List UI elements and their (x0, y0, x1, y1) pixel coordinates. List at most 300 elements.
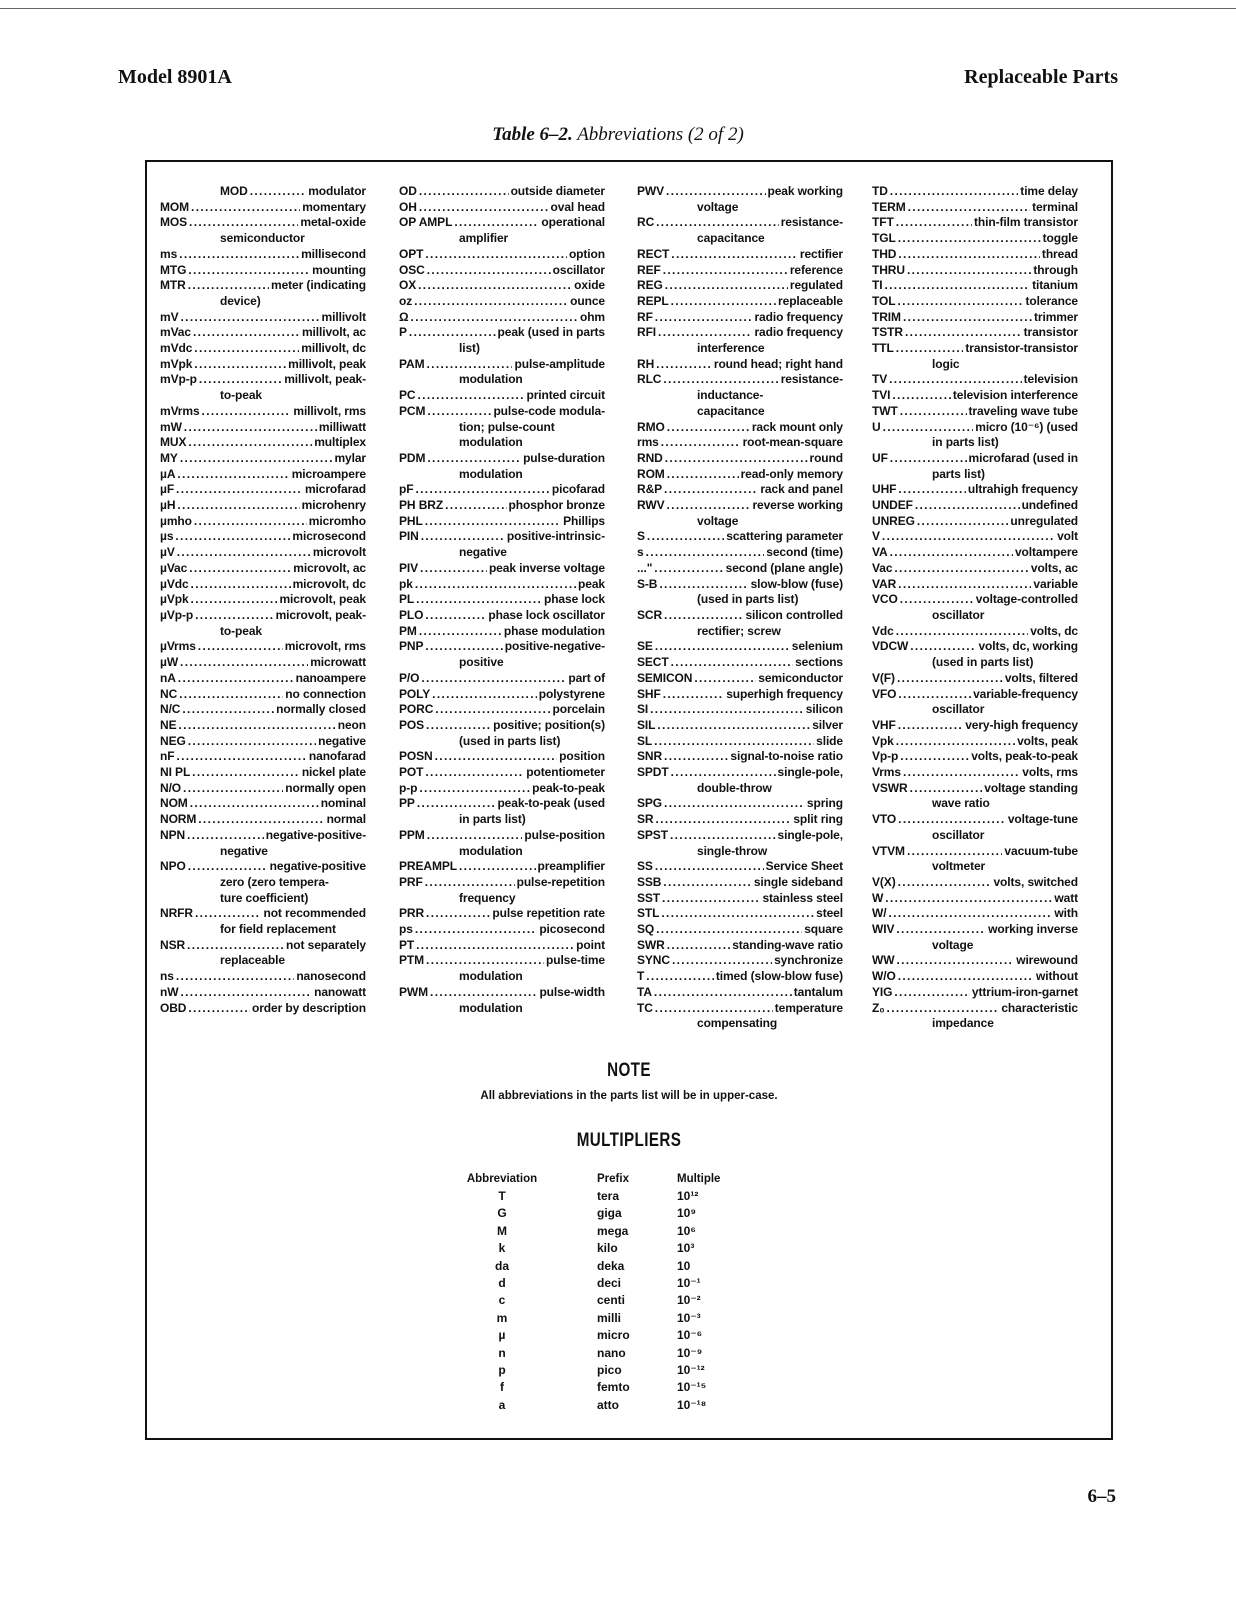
abbreviation-definition: metal-oxide (300, 215, 366, 230)
leader-dots (910, 639, 976, 655)
entry-line (160, 357, 366, 373)
leader-dots (416, 938, 574, 954)
abbreviation-entry (872, 671, 1078, 687)
definition-continuation: zero (zero tempera- (220, 874, 329, 889)
abbreviation-entry (872, 969, 1078, 985)
abbreviation-definition: working inverse (988, 922, 1078, 937)
abbreviation-entry (160, 184, 366, 200)
abbreviation-entry (637, 639, 843, 655)
leader-dots (425, 765, 524, 781)
multiplier-multiple: 10⁻¹⁸ (677, 1397, 707, 1412)
abbreviation-entry (872, 812, 1078, 843)
entry-line (637, 1001, 843, 1017)
leader-dots (659, 577, 748, 593)
abbreviation-entry (872, 985, 1078, 1001)
abbreviation-term: p-p (399, 780, 418, 795)
abbreviation-definition: second (time) (766, 545, 843, 560)
abbreviation-definition: no connection (285, 686, 366, 701)
leader-dots (655, 310, 753, 326)
abbreviation-entry (160, 781, 366, 797)
entry-line (872, 498, 1078, 514)
abbreviation-term: W/O (872, 969, 896, 984)
entry-line (160, 702, 366, 718)
abbreviation-entry (399, 325, 605, 356)
leader-dots (175, 529, 290, 545)
abbreviation-definition: thin-film transistor (973, 215, 1078, 230)
note-title: NOTE (607, 1060, 651, 1081)
abbreviation-term: SHF (637, 686, 661, 701)
abbreviation-entry (160, 796, 366, 812)
abbreviation-term: PL (399, 592, 415, 607)
abbreviation-entry (637, 420, 843, 436)
entry-line (872, 372, 1078, 388)
entry-line (160, 749, 366, 765)
entry-line (399, 357, 605, 373)
abbreviation-term: MUX (160, 435, 187, 450)
definition-continuation: single-throw (697, 843, 768, 858)
abbreviation-definition: variable-frequency (973, 686, 1078, 701)
entry-line (160, 545, 366, 561)
abbreviation-entry (399, 781, 605, 797)
abbreviation-term: REPL (637, 293, 669, 308)
abbreviation-term: TSTR (872, 325, 903, 340)
abbreviation-definition: read-only memory (740, 466, 843, 481)
entry-line (399, 938, 605, 954)
leader-dots (896, 341, 964, 357)
abbreviation-definition: ohm (579, 309, 605, 324)
abbreviation-definition: nanofarad (308, 749, 366, 764)
abbreviation-term: TI (872, 278, 883, 293)
entry-line (399, 294, 605, 310)
leader-dots (191, 592, 278, 608)
abbreviation-entry (399, 624, 605, 640)
definition-continuation: voltage (697, 513, 739, 528)
entry-line (872, 388, 1078, 404)
entry-line (872, 231, 1078, 247)
abbreviation-definition: regulated (789, 278, 843, 293)
leader-dots (885, 891, 1052, 907)
leader-dots (454, 215, 539, 231)
abbreviation-term: µA (160, 466, 176, 481)
abbreviation-definition: microfarad (used in (968, 450, 1078, 465)
entry-line (637, 325, 843, 341)
entry-line (872, 184, 1078, 200)
leader-dots (650, 702, 804, 718)
definition-continuation: semiconductor (220, 231, 305, 246)
abbreviation-definition: voltage-tune (1007, 812, 1078, 827)
leader-dots (416, 592, 542, 608)
abbreviation-definition: positive; position(s) (493, 717, 605, 732)
leader-dots (654, 734, 814, 750)
entry-line (399, 278, 605, 294)
definition-continuation: positive (459, 655, 504, 670)
abbreviations-table (145, 160, 1113, 1440)
abbreviation-definition: millivolt, dc (301, 341, 366, 356)
abbreviation-definition: microsecond (292, 529, 366, 544)
entry-line (637, 969, 843, 985)
entry-line (160, 687, 366, 703)
abbreviation-definition: wirewound (1016, 953, 1078, 968)
abbreviation-term: VAR (872, 576, 897, 591)
leader-dots (665, 451, 808, 467)
entry-line (872, 781, 1078, 797)
leader-dots (191, 577, 291, 593)
abbreviation-entry (872, 341, 1078, 372)
abbreviation-definition: ultrahigh frequency (967, 482, 1078, 497)
definition-continuation: capacitance (697, 231, 765, 246)
abbreviation-definition: tantalum (793, 984, 843, 999)
abbreviation-entry (637, 875, 843, 891)
entry-line (399, 671, 605, 687)
abbreviation-term: SNR (637, 749, 663, 764)
abbreviation-term: YIG (872, 984, 893, 999)
abbreviation-definition: operational (541, 215, 605, 230)
leader-dots (882, 529, 1055, 545)
abbreviation-term: SCR (637, 607, 663, 622)
definition-continuation: (used in parts list) (697, 592, 799, 607)
abbreviation-term: VHF (872, 717, 896, 732)
abbreviation-term: VSWR (872, 780, 908, 795)
multiplier-prefix: atto (597, 1397, 619, 1412)
abbreviation-term: OX (399, 278, 417, 293)
abbreviation-term: RFI (637, 325, 657, 340)
entry-line (872, 263, 1078, 279)
entry-line (872, 639, 1078, 655)
abbreviation-term: ..." (637, 560, 653, 575)
abbreviation-term: VA (872, 545, 888, 560)
entry-line (637, 545, 843, 561)
abbreviation-definition: tolerance (1025, 293, 1078, 308)
entry-line (872, 451, 1078, 467)
abbreviation-term: µVp-p (160, 607, 194, 622)
abbreviation-term: TERM (872, 199, 906, 214)
entry-line (160, 561, 366, 577)
abbreviation-entry (637, 184, 843, 215)
abbreviation-term: TV (872, 372, 888, 387)
leader-dots (888, 906, 1052, 922)
leader-dots (694, 671, 756, 687)
abbreviation-definition: not separately (286, 937, 366, 952)
abbreviation-definition: synchronize (774, 953, 843, 968)
abbreviation-term: oz (399, 293, 413, 308)
abbreviation-entry (399, 592, 605, 608)
multiplier-prefix: milli (597, 1310, 622, 1325)
abbreviation-definition: phase lock oscillator (488, 607, 605, 622)
abbreviation-definition: rack and panel (760, 482, 843, 497)
abbreviation-term: Vdc (872, 623, 894, 638)
entry-line (637, 906, 843, 922)
leader-dots (180, 310, 319, 326)
leader-dots (419, 781, 530, 797)
abbreviation-entry (160, 592, 366, 608)
entry-line (637, 467, 843, 483)
abbreviation-entry (872, 388, 1078, 404)
abbreviation-definition: peak-to-peak (532, 780, 605, 795)
abbreviation-definition: square (804, 922, 843, 937)
leader-dots (426, 953, 544, 969)
abbreviation-entry (399, 875, 605, 906)
abbreviation-definition: microvolt, rms (284, 639, 366, 654)
abbreviation-entry (637, 372, 843, 419)
abbreviation-definition: volts, rms (1022, 765, 1078, 780)
abbreviation-term: N/C (160, 702, 181, 717)
abbreviation-definition: pulse-time (545, 953, 605, 968)
multiplier-prefix: nano (597, 1345, 626, 1360)
leader-dots (176, 749, 306, 765)
abbreviation-definition: positive-negative- (504, 639, 605, 654)
abbreviation-entry (637, 294, 843, 310)
abbreviation-entry (160, 812, 366, 828)
abbreviation-term: SIL (637, 717, 656, 732)
abbreviation-term: UNDEF (872, 498, 913, 513)
entry-line (872, 341, 1078, 357)
abbreviation-term: SL (637, 733, 653, 748)
leader-dots (419, 184, 509, 200)
multiplier-prefix: mega (597, 1223, 629, 1238)
entry-line (160, 184, 366, 200)
abbreviation-entry (872, 184, 1078, 200)
abbreviation-definition: slow-blow (fuse) (750, 576, 843, 591)
abbreviation-entry (872, 592, 1078, 623)
entry-line (160, 938, 366, 954)
entry-line (399, 687, 605, 703)
abbreviation-column-3 (637, 184, 843, 1032)
entry-line (872, 577, 1078, 593)
abbreviation-definition: multiplex (314, 435, 366, 450)
leader-dots (415, 482, 549, 498)
abbreviation-term: TVI (872, 388, 891, 403)
multiplier-prefix: centi (597, 1293, 626, 1308)
abbreviation-entry (160, 529, 366, 545)
leader-dots (198, 812, 324, 828)
leader-dots (414, 294, 568, 310)
leader-dots (445, 498, 506, 514)
leader-dots (884, 278, 1030, 294)
multiplier-abbreviation: k (498, 1241, 506, 1256)
leader-dots (188, 263, 310, 279)
abbreviation-entry (399, 357, 605, 388)
abbreviation-term: PWM (399, 984, 429, 999)
top-rule (0, 8, 1236, 9)
abbreviation-term: TA (637, 984, 652, 999)
abbreviation-entry (872, 781, 1078, 812)
multiplier-row (447, 1309, 757, 1326)
definition-continuation: impedance (932, 1016, 994, 1031)
abbreviation-definition: without (1036, 969, 1078, 984)
leader-dots (890, 545, 1013, 561)
abbreviation-definition: time delay (1020, 184, 1078, 198)
abbreviation-term: SYNC (637, 953, 670, 968)
abbreviation-definition: volts, dc (1030, 623, 1078, 638)
abbreviation-term: RND (637, 450, 663, 465)
definition-continuation: negative (220, 843, 268, 858)
abbreviation-definition: temperature (774, 1000, 843, 1015)
multiplier-abbreviation: m (496, 1310, 508, 1325)
entry-line (637, 263, 843, 279)
abbreviation-definition: single-pole, (777, 765, 843, 780)
abbreviation-entry (160, 420, 366, 436)
leader-dots (188, 435, 312, 451)
abbreviation-term: SPST (637, 827, 668, 842)
definition-continuation: capacitance (697, 403, 765, 418)
entry-line (160, 734, 366, 750)
abbreviation-term: SWR (637, 937, 665, 952)
abbreviation-column-2 (399, 184, 605, 1016)
abbreviation-term: µF (160, 482, 175, 497)
leader-dots (905, 325, 1022, 341)
abbreviation-definition: split ring (793, 812, 843, 827)
definition-continuation: modulation (459, 372, 523, 387)
abbreviation-entry (160, 215, 366, 246)
abbreviation-definition: volts, switched (993, 874, 1078, 889)
leader-dots (661, 435, 741, 451)
abbreviation-term: TD (872, 184, 888, 198)
multipliers-rows (447, 1187, 757, 1413)
abbreviation-definition: pulse repetition rate (492, 906, 605, 921)
abbreviation-term: OP AMPL (399, 215, 453, 230)
abbreviation-definition: outside diameter (510, 184, 605, 198)
abbreviation-entry (872, 844, 1078, 875)
entry-line (160, 639, 366, 655)
abbreviation-entry (160, 357, 366, 373)
abbreviation-definition: peak (used in parts (497, 325, 605, 340)
abbreviation-definition: microvolt, dc (292, 576, 366, 591)
abbreviation-definition: nanowatt (314, 984, 366, 999)
abbreviation-entry (160, 655, 366, 671)
abbreviation-term: SE (637, 639, 653, 654)
abbreviation-term: PIV (399, 560, 419, 575)
entry-line (872, 310, 1078, 326)
abbreviation-definition: pulse-width (539, 984, 605, 999)
abbreviation-entry (399, 577, 605, 593)
abbreviation-definition: radio frequency (754, 325, 843, 340)
abbreviation-definition: signal-to-noise ratio (730, 749, 843, 764)
entry-line (872, 278, 1078, 294)
entry-line (637, 420, 843, 436)
leader-dots (195, 906, 262, 922)
abbreviation-entry (160, 687, 366, 703)
leader-dots (187, 828, 264, 844)
abbreviation-term: MOD (220, 184, 248, 198)
leader-dots (671, 765, 776, 781)
abbreviation-definition: volts, ac (1030, 560, 1078, 575)
definition-continuation: frequency (459, 890, 516, 905)
leader-dots (671, 294, 776, 310)
abbreviation-entry (637, 278, 843, 294)
entry-line (872, 514, 1078, 530)
abbreviation-entry (637, 702, 843, 718)
leader-dots (898, 969, 1034, 985)
entry-line (637, 435, 843, 451)
leader-dots (666, 498, 750, 514)
abbreviation-entry (872, 529, 1078, 545)
abbreviation-definition: second (plane angle) (725, 560, 843, 575)
abbreviation-entry (637, 325, 843, 356)
leader-dots (188, 859, 268, 875)
entry-line (637, 294, 843, 310)
entry-line (637, 577, 843, 593)
entry-line (160, 671, 366, 687)
abbreviation-definition: microampere (291, 466, 366, 481)
header-multiple: Multiple (677, 1172, 721, 1185)
abbreviation-entry (872, 325, 1078, 341)
abbreviation-entry (872, 687, 1078, 718)
abbreviation-term: OBD (160, 1000, 187, 1015)
multiplier-multiple: 10³ (677, 1241, 695, 1256)
abbreviation-entry (637, 749, 843, 765)
leader-dots (897, 671, 1003, 687)
entry-line (160, 592, 366, 608)
abbreviation-term: MOM (160, 199, 190, 214)
leader-dots (667, 938, 731, 954)
leader-dots (666, 184, 765, 200)
abbreviation-term: PC (399, 388, 416, 403)
abbreviation-definition: millivolt, peak- (284, 372, 366, 387)
entry-line (637, 639, 843, 655)
abbreviation-term: µV (160, 545, 175, 560)
multiplier-prefix: giga (597, 1206, 622, 1221)
leader-dots (663, 263, 788, 279)
abbreviation-entry (399, 702, 605, 718)
abbreviation-entry (399, 828, 605, 859)
entry-line (399, 781, 605, 797)
leader-dots (183, 781, 283, 797)
leader-dots (647, 529, 724, 545)
abbreviation-term: ps (399, 922, 413, 937)
leader-dots (655, 812, 791, 828)
abbreviation-term: SS (637, 859, 653, 874)
leader-dots (655, 639, 790, 655)
header-prefix: Prefix (597, 1172, 629, 1185)
abbreviation-entry (160, 671, 366, 687)
abbreviation-definition: positive-intrinsic- (506, 529, 605, 544)
abbreviation-definition: scattering parameter (726, 529, 843, 544)
abbreviation-definition: pulse-position (524, 827, 605, 842)
abbreviation-term: P (399, 325, 407, 340)
leader-dots (894, 561, 1028, 577)
definition-continuation: inductance- (697, 388, 764, 403)
leader-dots (896, 922, 986, 938)
leader-dots (415, 577, 576, 593)
leader-dots (898, 875, 992, 891)
abbreviation-entry (160, 278, 366, 309)
abbreviation-term: MTG (160, 262, 187, 277)
leader-dots (177, 467, 289, 483)
abbreviation-definition: picofarad (551, 482, 605, 497)
abbreviation-entry (872, 765, 1078, 781)
entry-line (872, 247, 1078, 263)
definition-continuation: modulation (459, 1000, 523, 1015)
abbreviation-entry (399, 482, 605, 498)
abbreviation-entry (160, 749, 366, 765)
abbreviation-term: µW (160, 655, 179, 670)
entry-line (160, 718, 366, 734)
entry-line (399, 310, 605, 326)
leader-dots (903, 310, 1032, 326)
entry-line (872, 875, 1078, 891)
multiplier-multiple: 10⁻⁶ (677, 1328, 703, 1343)
abbreviation-entry (160, 828, 366, 859)
abbreviation-definition: volts, peak-to-peak (971, 749, 1078, 764)
abbreviation-entry (399, 608, 605, 624)
entry-line (872, 765, 1078, 781)
abbreviation-definition: ounce (570, 293, 605, 308)
entry-line (399, 718, 605, 734)
abbreviation-term: PLO (399, 607, 424, 622)
leader-dots (188, 278, 269, 294)
abbreviation-definition: pulse-code modula- (493, 403, 605, 418)
multipliers-header-row (447, 1170, 757, 1187)
